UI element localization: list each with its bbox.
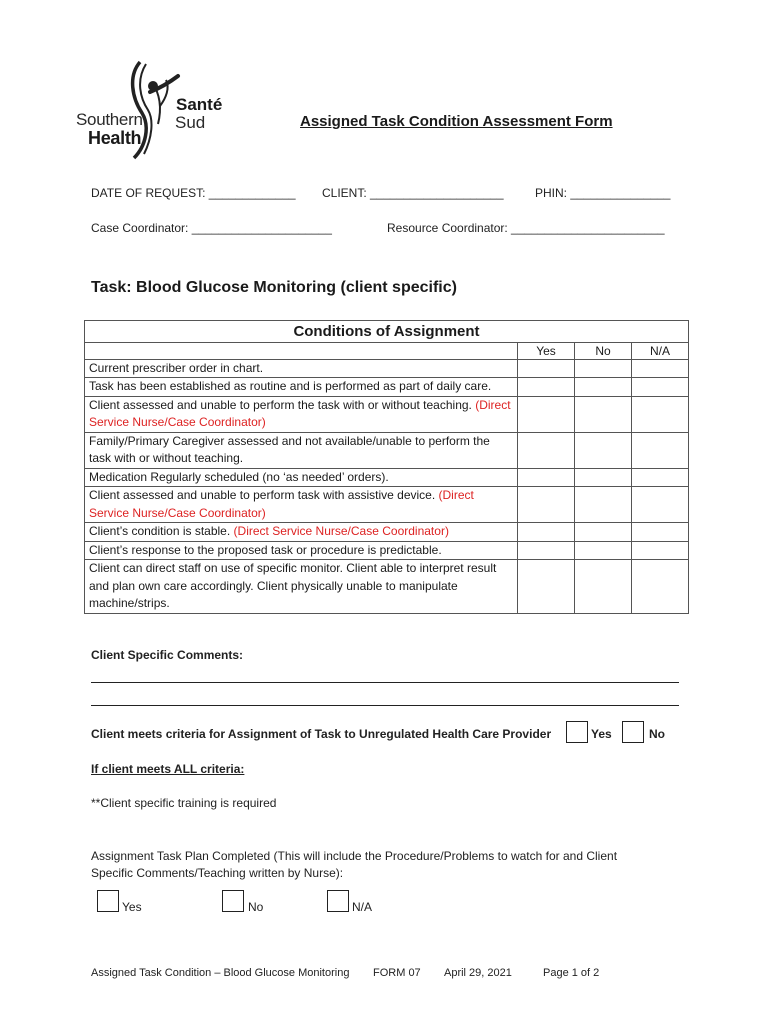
form-title: Assigned Task Condition Assessment Form — [300, 113, 613, 130]
plan-label: Assignment Task Plan Completed (This will include the Procedure/Problems to watch for and Client Specific Comments/Teaching written by Nurse): — [91, 849, 618, 880]
plan-na-label: N/A — [352, 900, 373, 914]
no-checkbox-cell[interactable] — [575, 523, 632, 542]
na-checkbox-cell[interactable] — [632, 523, 689, 542]
comments-line[interactable] — [91, 682, 679, 683]
condition-text: Task has been established as routine and is performed as part of daily care. — [85, 378, 518, 397]
plan-no-checkbox[interactable] — [222, 890, 244, 912]
no-checkbox-cell[interactable] — [575, 487, 632, 523]
footer-form: FORM 07 — [373, 967, 421, 979]
organization-logo — [74, 58, 224, 160]
plan-no-label: No — [248, 900, 264, 914]
yes-checkbox-cell[interactable] — [518, 432, 575, 468]
table-row — [85, 359, 689, 378]
no-checkbox-cell[interactable] — [575, 359, 632, 378]
case-coordinator-field[interactable]: Case Coordinator: _____________________ — [91, 221, 332, 235]
no-checkbox-cell[interactable] — [575, 560, 632, 614]
column-yes-header: Yes — [518, 342, 575, 359]
conditions-header: Conditions of Assignment — [85, 321, 689, 343]
table-row — [85, 560, 689, 614]
condition-note: (Direct Service Nurse/Case Coordinator) — [89, 397, 511, 429]
na-checkbox-cell[interactable] — [632, 396, 689, 432]
na-checkbox-cell[interactable] — [632, 487, 689, 523]
na-checkbox-cell[interactable] — [632, 541, 689, 560]
logo-southern-text: Southern — [76, 110, 143, 129]
client-field[interactable]: CLIENT: ____________________ — [322, 186, 504, 200]
condition-text: Medication Regularly scheduled (no ‘as needed’ orders). — [85, 468, 518, 487]
criteria-yes-checkbox[interactable] — [566, 721, 588, 743]
table-row — [85, 378, 689, 397]
table-row — [85, 396, 689, 432]
footer-date: April 29, 2021 — [444, 967, 512, 979]
column-no-header: No — [575, 342, 632, 359]
table-row — [85, 541, 689, 560]
condition-text: Client assessed and unable to perform the task with or without teaching. (Direct Service Nurse/Case Coordinator) — [85, 396, 518, 432]
na-checkbox-cell[interactable] — [632, 378, 689, 397]
logo-health-text: Health — [88, 128, 142, 148]
date-of-request-field[interactable]: DATE OF REQUEST: _____________ — [91, 186, 296, 200]
no-checkbox-cell[interactable] — [575, 396, 632, 432]
condition-text: Client’s response to the proposed task or procedure is predictable. — [85, 541, 518, 560]
na-checkbox-cell[interactable] — [632, 468, 689, 487]
yes-checkbox-cell[interactable] — [518, 396, 575, 432]
footer-title: Assigned Task Condition – Blood Glucose Monitoring — [91, 967, 350, 979]
yes-checkbox-cell[interactable] — [518, 560, 575, 614]
plan-yes-checkbox[interactable] — [97, 890, 119, 912]
condition-note: (Direct Service Nurse/Case Coordinator) — [233, 524, 449, 538]
comments-line[interactable] — [91, 705, 679, 706]
conditions-table — [84, 320, 689, 614]
condition-text: Family/Primary Caregiver assessed and not available/unable to perform the task with or without teaching. — [85, 432, 518, 468]
criteria-no-label: No — [649, 727, 665, 741]
condition-text: Client’s condition is stable. (Direct Service Nurse/Case Coordinator) — [85, 523, 518, 542]
condition-text: Client can direct staff on use of specific monitor. Client able to interpret result and plan own care accordingly. Client physically unable to manipulate machine/strips. — [85, 560, 518, 614]
plan-yes-label: Yes — [122, 900, 142, 914]
no-checkbox-cell[interactable] — [575, 541, 632, 560]
phin-field[interactable]: PHIN: _______________ — [535, 186, 671, 200]
no-checkbox-cell[interactable] — [575, 378, 632, 397]
footer-page: Page 1 of 2 — [543, 967, 600, 979]
yes-checkbox-cell[interactable] — [518, 378, 575, 397]
condition-text: Client assessed and unable to perform task with assistive device. (Direct Service Nurse/Case Coordinator) — [85, 487, 518, 523]
logo-sante-text: Santé — [176, 95, 223, 114]
yes-checkbox-cell[interactable] — [518, 523, 575, 542]
yes-checkbox-cell[interactable] — [518, 359, 575, 378]
task-title: Task: Blood Glucose Monitoring (client specific) — [91, 279, 457, 296]
na-checkbox-cell[interactable] — [632, 432, 689, 468]
conditions-header-blank — [85, 342, 518, 359]
comments-label: Client Specific Comments: — [91, 648, 244, 662]
resource-coordinator-field[interactable]: Resource Coordinator: _______________________ — [387, 221, 665, 235]
table-row — [85, 432, 689, 468]
yes-checkbox-cell[interactable] — [518, 487, 575, 523]
criteria-no-checkbox[interactable] — [622, 721, 644, 743]
plan-na-checkbox[interactable] — [327, 890, 349, 912]
na-checkbox-cell[interactable] — [632, 359, 689, 378]
logo-sud-text: Sud — [175, 113, 206, 132]
table-row — [85, 523, 689, 542]
training-note: **Client specific training is required — [91, 796, 277, 810]
yes-checkbox-cell[interactable] — [518, 541, 575, 560]
criteria-yes-label: Yes — [591, 727, 612, 741]
condition-note: (Direct Service Nurse/Case Coordinator) — [89, 488, 474, 520]
no-checkbox-cell[interactable] — [575, 468, 632, 487]
yes-checkbox-cell[interactable] — [518, 468, 575, 487]
criteria-label: Client meets criteria for Assignment of Task to Unregulated Health Care Provider — [91, 727, 552, 741]
no-checkbox-cell[interactable] — [575, 432, 632, 468]
condition-text: Current prescriber order in chart. — [85, 359, 518, 378]
table-row — [85, 487, 689, 523]
column-na-header: N/A — [632, 342, 689, 359]
all-criteria-label: If client meets ALL criteria: — [91, 762, 245, 776]
na-checkbox-cell[interactable] — [632, 560, 689, 614]
table-row — [85, 468, 689, 487]
